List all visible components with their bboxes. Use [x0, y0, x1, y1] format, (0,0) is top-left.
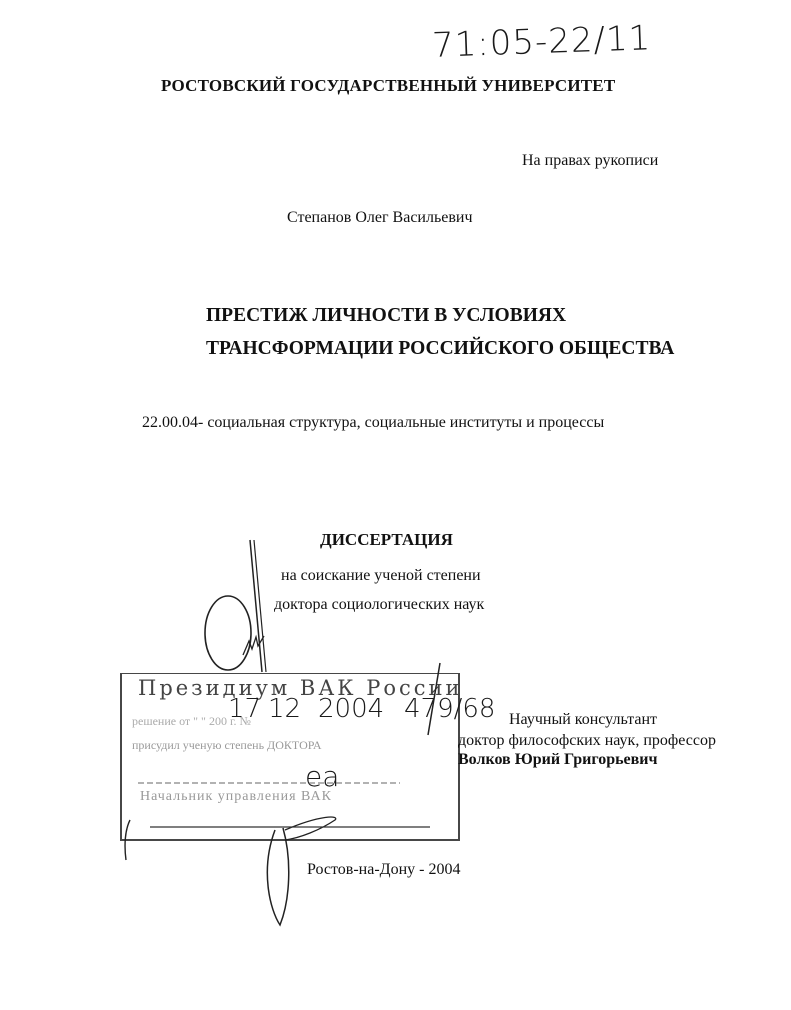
archive-code: 71:05-22/11: [431, 18, 652, 66]
stamp-footer: Начальник управления ВАК: [140, 789, 332, 804]
handwritten-month: 12: [268, 694, 302, 724]
handwritten-signature: еа: [305, 760, 340, 793]
handwritten-year: 2004: [318, 694, 385, 724]
stamp-title: Президиум ВАК России: [138, 676, 463, 700]
stamp-decision-line: решение от " " 200 г. №: [132, 714, 251, 728]
city-year: Ростов-на-Дону - 2004: [307, 861, 461, 878]
author-name: Степанов Олег Васильевич: [287, 209, 473, 226]
rights-note: На правах рукописи: [522, 152, 659, 169]
consultant-role: Научный консультант: [509, 711, 657, 728]
handwritten-number: 479/68: [404, 694, 496, 724]
consultant-credentials: доктор философских наук, профессор: [458, 732, 716, 749]
title-line-1: ПРЕСТИЖ ЛИЧНОСТИ В УСЛОВИЯХ: [206, 305, 567, 326]
degree-line-2: доктора социологических наук: [274, 596, 485, 613]
title-line-2: ТРАНСФОРМАЦИИ РОССИЙСКОГО ОБЩЕСТВА: [206, 338, 675, 359]
stamp-degree-line: присудил ученую степень ДОКТОРА: [132, 738, 322, 752]
document-type: ДИССЕРТАЦИЯ: [320, 530, 453, 549]
specialty-code: 22.00.04- социальная структура, социальные институты и процессы: [142, 414, 605, 431]
university-name: РОСТОВСКИЙ ГОСУДАРСТВЕННЫЙ УНИВЕРСИТЕТ: [161, 76, 616, 95]
handwritten-day: 17: [228, 694, 262, 724]
degree-line-1: на соискание ученой степени: [281, 567, 481, 584]
consultant-name: Волков Юрий Григорьевич: [458, 751, 658, 768]
